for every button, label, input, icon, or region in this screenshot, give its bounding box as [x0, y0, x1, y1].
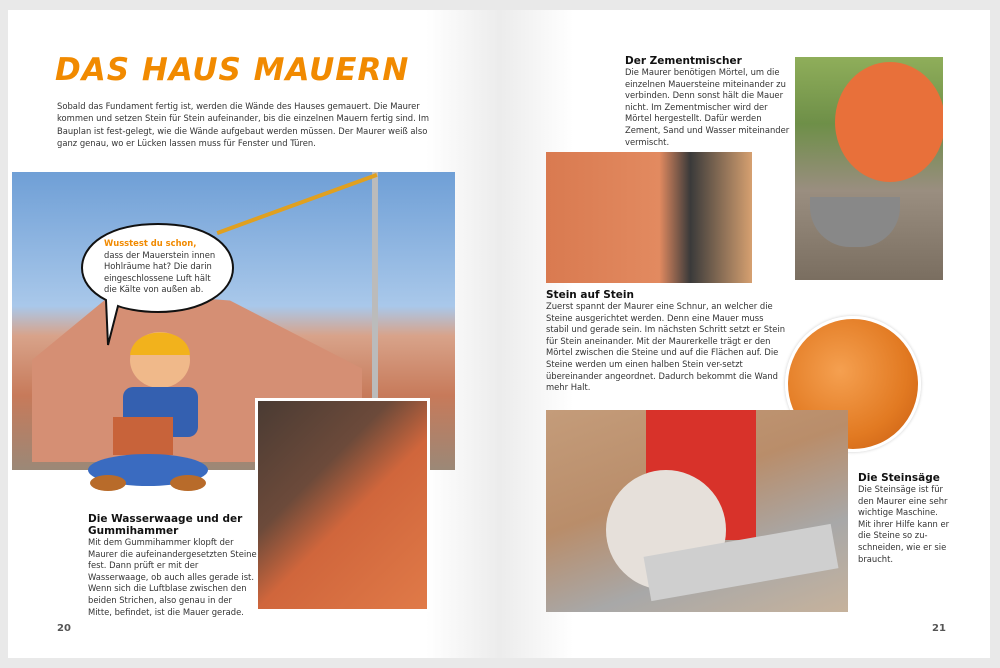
- stone-heading: Stein auf Stein: [546, 289, 634, 301]
- mixer-heading: Der Zementmischer: [625, 55, 742, 67]
- caption-body: Mit dem Gummihammer klopft der Maurer die aufeinandergesetzten Steine fest. Dann prüft er mit der Wasserwaage, ob auch alles gerade ist. Wenn sich die Luftblase zwischen den beiden Strichen, also genau in der Mitte, befindet, ist die Mauer gerade.: [88, 537, 257, 617]
- page-number-left: 20: [57, 623, 71, 634]
- bubble-body: dass der Mauerstein innen Hohlräume hat? Die darin eingeschlossene Luft hält die Kälte von außen ab.: [104, 249, 216, 294]
- section-stone-saw: [858, 472, 953, 565]
- saw-body: Die Steinsäge ist für den Maurer eine sehr wichtige Maschine. Mit ihrer Hilfe kann er die Steine so zu-schneiden, wie er sie braucht.: [858, 484, 950, 564]
- section-cement-mixer: [625, 55, 790, 148]
- bricklaying-stone-photo: [546, 152, 752, 283]
- section-stone-on-stone: [546, 289, 786, 394]
- caption-heading: Die Wasserwaage und der Gummihammer: [88, 513, 243, 537]
- saw-heading: Die Steinsäge: [858, 472, 940, 484]
- bricklaying-level-photo: [255, 398, 430, 612]
- page-title: DAS HAUS MAUERN: [55, 52, 410, 88]
- stone-cutting-photo: [546, 410, 848, 612]
- cartoon-boy-illustration: [78, 325, 218, 497]
- bubble-text: [104, 238, 224, 296]
- mixer-body: Die Maurer benötigen Mörtel, um die einzelnen Mauersteine miteinander zu verbinden. Denn sonst hält die Mauer nicht. Im Zementmischer wird der Mörtel hergestellt. Dafür werden Zement, Sand und Wasser miteinander vermischt.: [625, 67, 790, 147]
- cement-mixer-photo: [795, 57, 943, 280]
- caption-level-hammer: [88, 513, 258, 618]
- bubble-heading: Wusstest du schon,: [104, 238, 197, 248]
- intro-text: Sobald das Fundament fertig ist, werden die Wände des Hauses gemauert. Die Maurer kommen und setzen Stein für Stein aufeinander, bis die einzelnen Mauern fertig sind. Im Bauplan ist fest-gelegt, wie die Wände aufgebaut werden müssen. Der Maurer weiß also ganz genau, wo er Lücken lassen muss für Fenster und Türen.: [57, 101, 430, 149]
- page-number-right: 21: [932, 623, 946, 634]
- stone-body: Zuerst spannt der Maurer eine Schnur, an welcher die Steine ausgerichtet werden. Denn eine Mauer muss stabil und gerade sein. Im nächsten Schritt setzt er Stein für Stein aneinander. Mit der Maurerkelle trägt er den Mörtel zwischen die Steine und auf die Flächen auf. Die Steine werden um einen halben Stein ver-setzt übereinander angeordnet. Dadurch bekommt die Wand mehr Halt.: [546, 301, 786, 393]
